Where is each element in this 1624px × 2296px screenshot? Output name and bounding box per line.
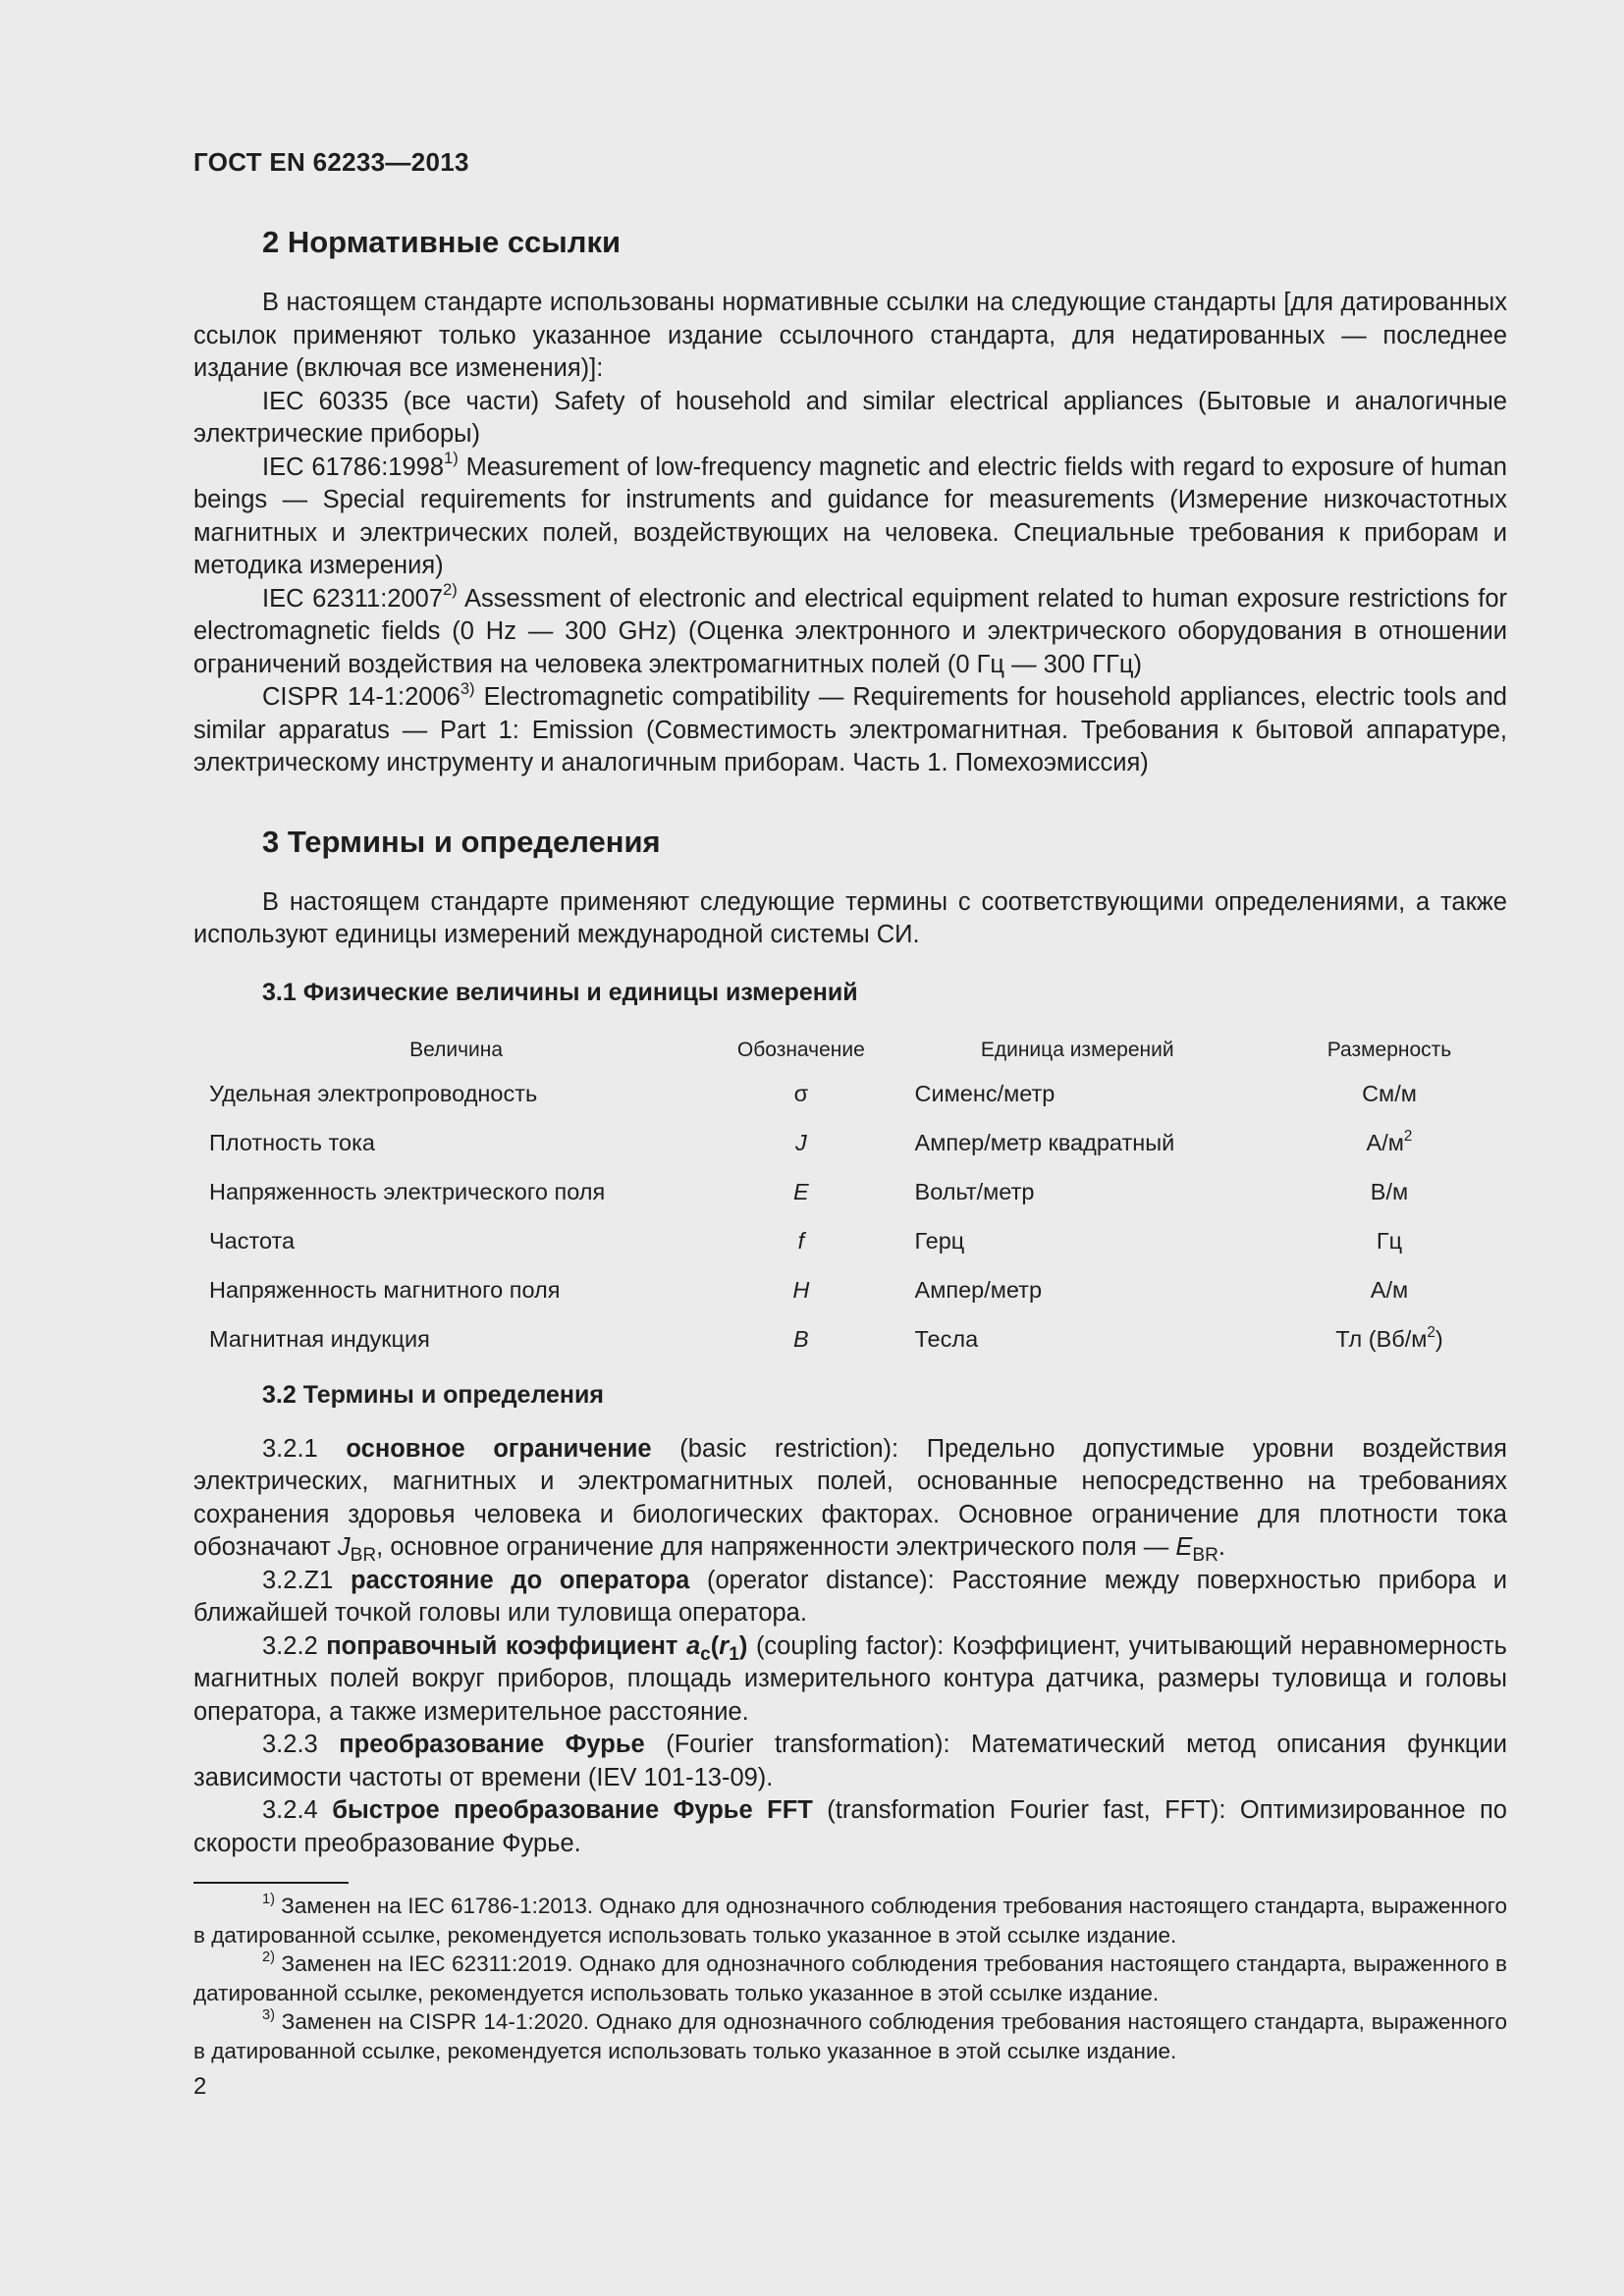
table-row: [193, 1070, 1507, 1119]
quantity-dimension: $А/м^2$: [1366, 1127, 1413, 1155]
quantity-unit: Вольт/метр: [914, 1179, 1035, 1204]
column-header-dimension: Размерность: [1326, 1038, 1452, 1061]
quantities-table: [193, 1031, 1507, 1364]
reference-iec-62311: [193, 580, 1507, 682]
quantity-unit: Тесла: [914, 1326, 979, 1352]
term-name: быстрое преобразование Фурье FFT: [332, 1796, 813, 1824]
quantity-dimension: Тл $(Вб/м^2)$: [1335, 1323, 1443, 1352]
quantity-dimension: См/м: [1362, 1081, 1417, 1106]
term-name: преобразование Фурье: [339, 1731, 645, 1758]
section-2-title: 2 Нормативные ссылки: [262, 225, 622, 259]
section-3-intro: В настоящем стандарте применяют следующие термины с соответствующими определениями, а также используют единицы измерений международной системы СИ.: [193, 887, 1507, 948]
term-3-2-z1: 3.2.Z1 расстояние до оператора (operator distance): Расстояние между поверхностью прибора и ближайшей точкой головы или туловища оператора.: [193, 1566, 1507, 1627]
section-3-title: 3 Термины и определения: [262, 824, 661, 859]
quantity-symbol: H: [792, 1277, 810, 1303]
table-header-row: [193, 1031, 1507, 1070]
quantity-symbol: B: [793, 1326, 809, 1352]
page-content: [193, 220, 1507, 2065]
quantity-unit: Герц: [914, 1228, 965, 1254]
table-row: [193, 1315, 1507, 1364]
column-header-quantity: Величина: [409, 1038, 504, 1061]
reference-id: IEC 61786:1998: [262, 453, 445, 481]
footnote-2: $^{2)}$ Заменен на IEC 62311:2019. Однако для однозначного соблюдения требования настоящего стандарта, выраженного в датированной ссылке, рекомендуется использовать только указанное в этой ссылке издание.: [193, 1949, 1507, 2005]
term-name: расстояние до оператора: [351, 1566, 690, 1594]
reference-text: Electromagnetic compatibility — Requirements for household appliances, electric tools and similar apparatus — Part 1: Emission (Совместимость электромагнитная. Требования к бытовой аппаратуре, электрическому инструменту и аналогичным приборам. Часть 1. Помехоэмиссия): [193, 683, 1507, 776]
footnote-marker: 2): [262, 1949, 275, 1966]
column-header-unit: Единица измерений: [980, 1038, 1174, 1061]
quantity-name: Удельная электропроводность: [209, 1081, 538, 1106]
subsection-3-1-title: 3.1 Физические величины и единицы измерений: [262, 978, 858, 1006]
quantity-unit: Ампер/метр квадратный: [914, 1130, 1175, 1155]
quantity-symbol: f: [797, 1228, 805, 1254]
subsection-3-2-title: 3.2 Термины и определения: [262, 1380, 604, 1409]
term-3-2-4: 3.2.4 быстрое преобразование Фурье FFT (transformation Fourier fast, FFT): Оптимизированное по скорости преобразование Фурье.: [193, 1796, 1507, 1857]
footnote-marker: 3): [460, 678, 475, 698]
quantity-name: Напряженность магнитного поля: [209, 1277, 561, 1303]
reference-id: IEC 62311:2007: [262, 584, 444, 613]
footnote-1: $^{1)}$ Заменен на IEC 61786-1:2013. Однако для однозначного соблюдения требования настоящего стандарта, выраженного в датированной ссылке, рекомендуется использовать только указанное в этой ссылке издание.: [193, 1892, 1507, 1948]
reference-iec-60335: IEC 60335 (все части) Safety of household and similar electrical appliances (Бытовые и аналогичные электрические приборы): [193, 387, 1507, 448]
document-header: ГОСТ EN 62233—2013: [193, 147, 469, 177]
quantity-name: Магнитная индукция: [209, 1326, 430, 1352]
quantity-unit: Сименс/метр: [914, 1081, 1056, 1106]
footnote-marker: 1): [262, 1892, 275, 1908]
quantity-unit: Ампер/метр: [914, 1277, 1043, 1303]
term-name: основное ограничение: [346, 1434, 652, 1463]
reference-cispr-14-1: [193, 678, 1507, 780]
footnote-3: $^{3)}$ Заменен на CISPR 14-1:2020. Однако для однозначного соблюдения требования настоящего стандарта, выраженного в датированной ссылке, рекомендуется использовать только указанное в этой ссылке издание.: [193, 2007, 1507, 2063]
term-3-2-1: 3.2.1 основное ограничение (basic restriction): Предельно допустимые уровни воздействия электрических, магнитных и электромагнитных полей, основанные непосредственно на требованиях сохранения здоровья человека и биологических факторах. Основное ограничение для плотности тока обозначают $J_{BR}$, основное ограничение для напряженности электрического поля — $E_{BR}$.: [193, 1434, 1507, 1567]
term-3-2-2: 3.2.2 поправочный коэффициент $a_c(r_1)$ (coupling factor): Коэффициент, учитывающий неравномерность магнитных полей вокруг приборов, площадь измерительного контура датчика, размеры туловища и головы оператора, а также измерительное расстояние.: [193, 1631, 1507, 1726]
quantity-name: Плотность тока: [209, 1130, 375, 1155]
footnote-marker: 3): [262, 2007, 275, 2024]
table-row: [193, 1168, 1507, 1217]
table-row: [193, 1119, 1507, 1168]
term-name: поправочный коэффициент $a_c(r_1)$: [326, 1631, 748, 1665]
quantity-dimension: В/м: [1370, 1179, 1409, 1204]
quantity-name: Напряженность электрического поля: [209, 1179, 606, 1204]
quantity-name: Частота: [209, 1228, 296, 1254]
reference-text: Assessment of electronic and electrical equipment related to human exposure restrictions for electromagnetic fields (0 Hz — 300 GHz) (Оценка электронного и электрического оборудования в отношении ограничений воздействия на человека электромагнитных полей (0 Гц — 300 ГГц): [193, 584, 1507, 678]
reference-text: Measurement of low-frequency magnetic and electric fields with regard to exposure of human beings — Special requirements for instruments and guidance for measurements (Измерение низкочастотных магнитных и электрических полей, воздействующих на человека. Специальные требования к приборам и методика измерения): [193, 453, 1507, 579]
page-number: 2: [193, 2073, 207, 2100]
table-row: [193, 1266, 1507, 1315]
table-row: [193, 1217, 1507, 1266]
quantity-symbol: σ: [793, 1081, 809, 1106]
term-3-2-3: 3.2.3 преобразование Фурье (Fourier transformation): Математический метод описания функции зависимости частоты от времени (IEV 101-13-09).: [193, 1731, 1507, 1791]
footnote-separator: [193, 1882, 349, 1884]
quantity-symbol: E: [793, 1179, 809, 1204]
reference-iec-61786: [193, 449, 1507, 583]
quantity-symbol: J: [794, 1130, 807, 1155]
quantity-dimension: А/м: [1370, 1277, 1409, 1303]
column-header-symbol: Обозначение: [736, 1038, 865, 1061]
reference-id: CISPR 14-1:2006: [262, 683, 460, 711]
footnote-marker: 2): [443, 580, 458, 600]
quantity-dimension: Гц: [1376, 1228, 1403, 1254]
section-2-intro: В настоящем стандарте использованы нормативные ссылки на следующие стандарты [для датированных ссылок применяют только указанное издание ссылочного стандарта, для недатированных — последнее издание (включая все изменения)]:: [193, 289, 1507, 382]
footnote-marker: 1): [444, 449, 459, 468]
